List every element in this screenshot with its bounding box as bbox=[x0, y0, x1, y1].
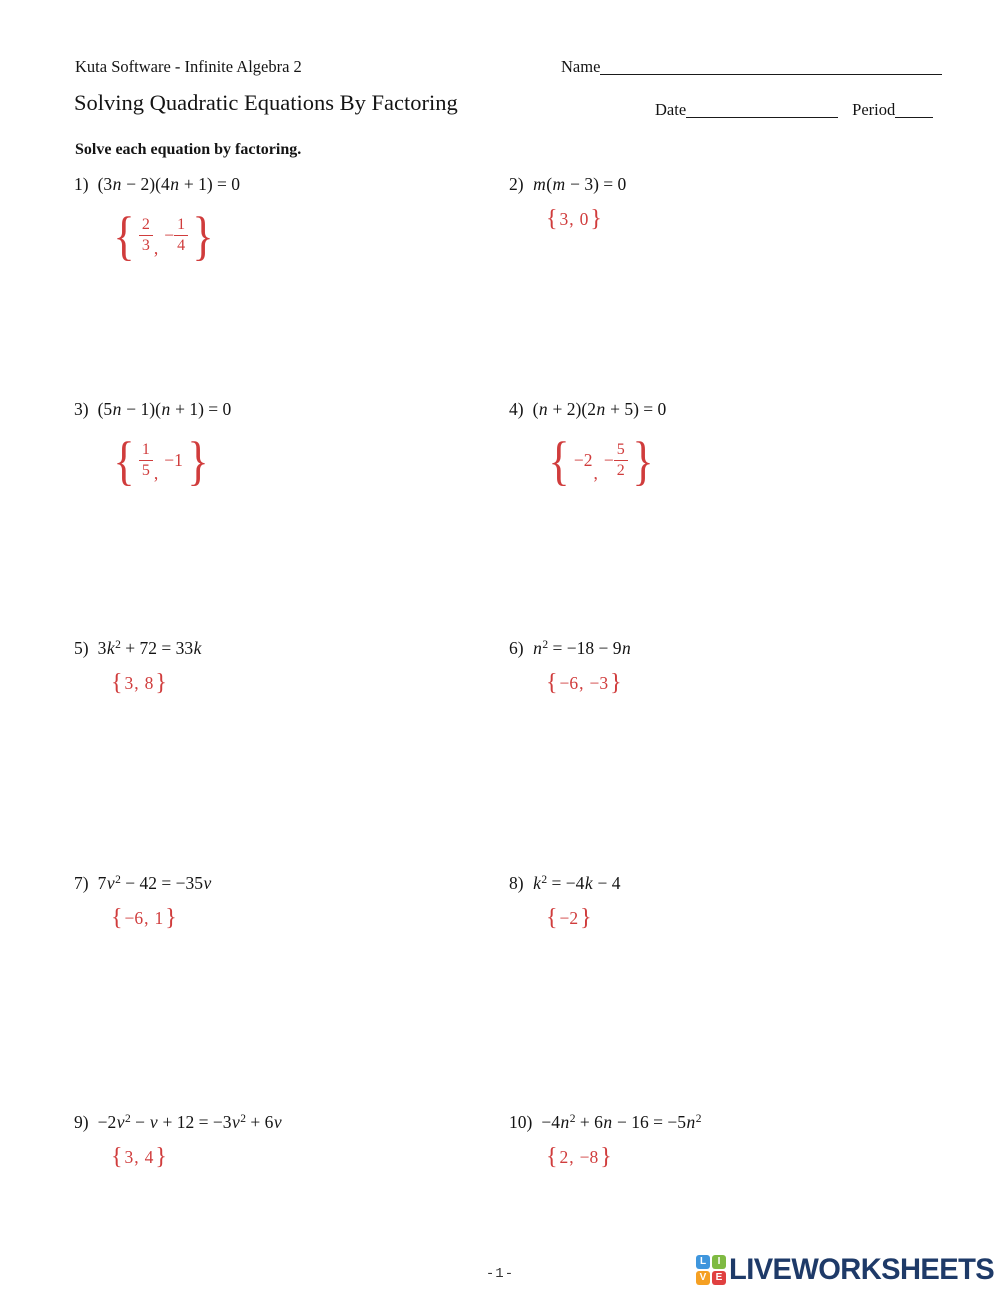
fraction-numerator: 1 bbox=[174, 216, 188, 236]
answer-comma: , bbox=[153, 463, 159, 484]
problem-answer bbox=[546, 904, 592, 931]
problem-7 bbox=[74, 872, 212, 930]
close-brace: } bbox=[192, 205, 214, 266]
answer-fraction bbox=[139, 441, 153, 480]
problem-statement bbox=[74, 1111, 282, 1134]
software-title: Kuta Software - Infinite Algebra 2 bbox=[75, 57, 302, 76]
problem-statement bbox=[509, 1111, 701, 1134]
close-brace: } bbox=[165, 904, 177, 931]
answer-value: 0 bbox=[579, 209, 589, 230]
open-brace: { bbox=[111, 1143, 123, 1170]
open-brace: { bbox=[113, 205, 135, 266]
name-blank-line[interactable] bbox=[600, 70, 942, 75]
logo-square-v: V bbox=[696, 1271, 710, 1285]
problem-statement bbox=[509, 872, 621, 895]
answer-fraction bbox=[614, 441, 628, 480]
exponent: 2 bbox=[695, 1113, 702, 1125]
close-brace: } bbox=[590, 205, 602, 232]
close-brace: } bbox=[187, 430, 209, 491]
problem-number: 4) bbox=[509, 399, 524, 419]
problem-6 bbox=[509, 637, 631, 695]
problem-statement bbox=[509, 637, 631, 660]
close-brace: } bbox=[610, 669, 622, 696]
liveworksheets-logo-icon bbox=[696, 1255, 726, 1285]
fraction-denominator: 3 bbox=[141, 237, 150, 255]
problem-equation: (5n − 1)(n + 1) = 0 bbox=[97, 399, 232, 419]
logo-square-l: L bbox=[696, 1255, 710, 1269]
problem-number: 6) bbox=[509, 638, 524, 658]
close-brace: } bbox=[155, 669, 167, 696]
problem-number: 9) bbox=[74, 1112, 89, 1132]
fraction-numerator: 2 bbox=[139, 216, 153, 236]
fraction-denominator: 2 bbox=[616, 462, 625, 480]
problem-equation: $7v^2 - 42 = -35v$ bbox=[97, 873, 212, 893]
exponent: 2 bbox=[115, 639, 121, 651]
problem-number: 7) bbox=[74, 873, 89, 893]
problem-equation: $-4n^2 + 6n - 16 = -5n^2$ bbox=[541, 1112, 702, 1132]
answer-value: 8 bbox=[144, 673, 154, 694]
open-brace: { bbox=[546, 205, 558, 232]
answer-value: −2 bbox=[559, 908, 579, 929]
answer-comma: , bbox=[134, 1147, 139, 1168]
fraction-numerator: 1 bbox=[139, 441, 153, 461]
open-brace: { bbox=[546, 904, 558, 931]
problem-number: 2) bbox=[509, 174, 524, 194]
exponent: 2 bbox=[541, 874, 548, 886]
close-brace: } bbox=[632, 430, 654, 491]
answer-fraction bbox=[139, 216, 153, 255]
problem-answer bbox=[111, 1143, 167, 1170]
open-brace: { bbox=[111, 669, 123, 696]
exponent: 2 bbox=[124, 1113, 131, 1125]
answer-comma: , bbox=[569, 209, 574, 230]
problem-3 bbox=[74, 398, 232, 491]
answer-value: 3 bbox=[124, 673, 134, 694]
answer-comma: , bbox=[593, 463, 598, 484]
answer-value: 3 bbox=[559, 209, 569, 230]
problem-equation: $3k^2 + 72 = 33k$ bbox=[97, 638, 202, 658]
liveworksheets-logo-text: LIVEWORKSHEETS bbox=[729, 1253, 995, 1286]
answer-comma: , bbox=[569, 1147, 574, 1168]
date-blank-line[interactable] bbox=[686, 113, 838, 118]
problem-equation: $n^2 = -18 - 9n$ bbox=[533, 638, 631, 658]
answer-value: −6 bbox=[124, 908, 144, 929]
open-brace: { bbox=[548, 430, 570, 491]
answer-value: −8 bbox=[579, 1147, 599, 1168]
problem-2 bbox=[509, 173, 626, 231]
problem-equation: $-2v^2 - v + 12 = -3v^2 + 6v$ bbox=[97, 1112, 282, 1132]
fraction-denominator: 5 bbox=[141, 462, 150, 480]
problem-answer bbox=[546, 430, 656, 491]
answer-comma: , bbox=[144, 908, 149, 929]
problem-number: 10) bbox=[509, 1112, 533, 1132]
open-brace: { bbox=[546, 1143, 558, 1170]
page-number: -1- bbox=[485, 1266, 515, 1282]
answer-value: 3 bbox=[124, 1147, 134, 1168]
problem-10 bbox=[509, 1111, 701, 1169]
problem-5 bbox=[74, 637, 202, 695]
open-brace: { bbox=[111, 904, 123, 931]
answer-value: 4 bbox=[144, 1147, 154, 1168]
exponent: 2 bbox=[115, 874, 121, 886]
problem-number: 1) bbox=[74, 174, 89, 194]
answer-comma: , bbox=[153, 238, 159, 259]
problem-equation: (3n − 2)(4n + 1) = 0 bbox=[97, 174, 241, 194]
logo-square-i: I bbox=[712, 1255, 726, 1269]
exponent: 2 bbox=[542, 639, 549, 651]
date-period-row bbox=[655, 100, 933, 120]
problem-answer bbox=[546, 669, 622, 696]
instructions-text: Solve each equation by factoring. bbox=[75, 141, 302, 158]
problem-4 bbox=[509, 398, 667, 491]
problem-1 bbox=[74, 173, 241, 266]
period-label: Period bbox=[852, 100, 896, 119]
answer-value: −6 bbox=[559, 673, 579, 694]
minus-sign: − bbox=[603, 450, 614, 471]
name-field bbox=[561, 57, 942, 77]
problem-statement bbox=[74, 398, 231, 421]
problem-answer bbox=[111, 904, 177, 931]
problem-8 bbox=[509, 872, 621, 930]
fraction-numerator: 5 bbox=[614, 441, 628, 461]
exponent: 2 bbox=[240, 1113, 247, 1125]
answer-value: 1 bbox=[154, 908, 164, 929]
close-brace: } bbox=[600, 1143, 612, 1170]
worksheet-title: Solving Quadratic Equations By Factoring bbox=[74, 90, 458, 115]
problem-statement bbox=[74, 173, 240, 196]
problem-statement bbox=[74, 637, 202, 660]
minus-sign: − bbox=[164, 225, 175, 246]
problem-statement bbox=[509, 173, 626, 196]
answer-value: −2 bbox=[573, 450, 593, 471]
answer-value: −3 bbox=[589, 673, 609, 694]
answer-value: 2 bbox=[559, 1147, 569, 1168]
period-blank-line[interactable] bbox=[895, 113, 933, 118]
open-brace: { bbox=[546, 669, 558, 696]
problem-answer bbox=[546, 205, 602, 232]
problem-number: 5) bbox=[74, 638, 89, 658]
answer-comma: , bbox=[134, 673, 139, 694]
close-brace: } bbox=[580, 904, 592, 931]
answer-value: −1 bbox=[164, 450, 183, 471]
answer-fraction bbox=[174, 216, 188, 255]
problem-answer bbox=[546, 1143, 612, 1170]
date-label: Date bbox=[655, 100, 687, 119]
problem-statement bbox=[74, 872, 212, 895]
close-brace: } bbox=[155, 1143, 167, 1170]
problem-9 bbox=[74, 1111, 282, 1169]
problem-equation: m(m − 3) = 0 bbox=[533, 174, 627, 194]
problem-answer bbox=[111, 430, 211, 491]
open-brace: { bbox=[113, 430, 135, 491]
problem-statement bbox=[509, 398, 666, 421]
problem-equation: (n + 2)(2n + 5) = 0 bbox=[532, 399, 667, 419]
name-label: Name bbox=[561, 57, 601, 76]
answer-comma: , bbox=[579, 673, 584, 694]
fraction-denominator: 4 bbox=[177, 237, 186, 255]
problem-number: 3) bbox=[74, 399, 89, 419]
problem-equation: $k^2 = -4k - 4$ bbox=[533, 873, 621, 893]
problem-answer bbox=[111, 669, 167, 696]
problem-number: 8) bbox=[509, 873, 524, 893]
exponent: 2 bbox=[569, 1113, 576, 1125]
liveworksheets-logo[interactable] bbox=[696, 1253, 1000, 1287]
logo-square-e: E bbox=[712, 1271, 726, 1285]
problem-answer bbox=[111, 205, 216, 266]
